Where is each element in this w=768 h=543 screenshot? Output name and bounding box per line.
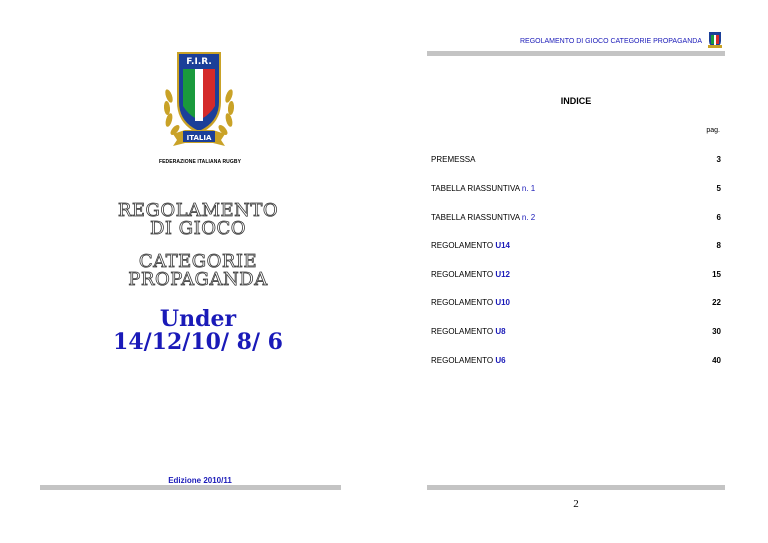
toc-entry-label: REGOLAMENTO U14 bbox=[431, 241, 510, 250]
toc-page-number: 3 bbox=[716, 155, 721, 164]
toc-row bbox=[431, 241, 721, 253]
page-number: 2 bbox=[573, 498, 579, 510]
toc-entry-label: REGOLAMENTO U6 bbox=[431, 356, 506, 365]
title-line-4: PROPAGANDA bbox=[128, 269, 268, 290]
toc-row bbox=[431, 184, 721, 196]
toc-entry-label: REGOLAMENTO U10 bbox=[431, 298, 510, 307]
logo-ribbon-text: ITALIA bbox=[186, 134, 212, 142]
toc-row bbox=[431, 327, 721, 339]
federation-name: FEDERAZIONE ITALIANA RUGBY bbox=[158, 159, 242, 165]
toc-page-number: 15 bbox=[712, 270, 721, 279]
toc-entry-label: REGOLAMENTO U12 bbox=[431, 270, 510, 279]
left-footer-divider bbox=[40, 485, 341, 490]
toc-row bbox=[431, 298, 721, 310]
toc-page-number: 5 bbox=[716, 184, 721, 193]
index-title: INDICE bbox=[560, 96, 592, 106]
toc-entry-label: TABELLA RIASSUNTIVA n. 1 bbox=[431, 184, 536, 193]
toc-page-number: 6 bbox=[716, 213, 721, 222]
logo-fir-text: F.I.R. bbox=[186, 57, 212, 67]
toc-entry-label: PREMESSA bbox=[431, 155, 476, 164]
running-header: REGOLAMENTO DI GIOCO CATEGORIE PROPAGANDA bbox=[519, 38, 702, 45]
toc-row bbox=[431, 213, 721, 225]
page-column-label: pag. bbox=[706, 127, 720, 134]
toc-row bbox=[431, 155, 721, 167]
title-line-2: DI GIOCO bbox=[149, 218, 247, 239]
toc-row bbox=[431, 356, 721, 368]
toc-page-number: 8 bbox=[716, 241, 721, 250]
toc-entry-label: TABELLA RIASSUNTIVA n. 2 bbox=[431, 213, 536, 222]
right-footer-divider bbox=[427, 485, 725, 490]
toc-row bbox=[431, 270, 721, 282]
title-line-3: CATEGORIE bbox=[138, 251, 258, 272]
under-label: Under bbox=[159, 306, 237, 332]
toc-page-number: 30 bbox=[712, 327, 721, 336]
edition-label: Edizione 2010/11 bbox=[168, 476, 232, 485]
toc-entry-label: REGOLAMENTO U8 bbox=[431, 327, 506, 336]
toc-page-number: 40 bbox=[712, 356, 721, 365]
fir-shield-icon bbox=[707, 31, 723, 49]
fir-logo bbox=[161, 50, 237, 156]
header-divider bbox=[427, 51, 725, 56]
under-categories: 14/12/10/ 8/ 6 bbox=[113, 329, 283, 355]
toc-page-number: 22 bbox=[712, 298, 721, 307]
title-line-1: REGOLAMENTO bbox=[117, 200, 279, 221]
